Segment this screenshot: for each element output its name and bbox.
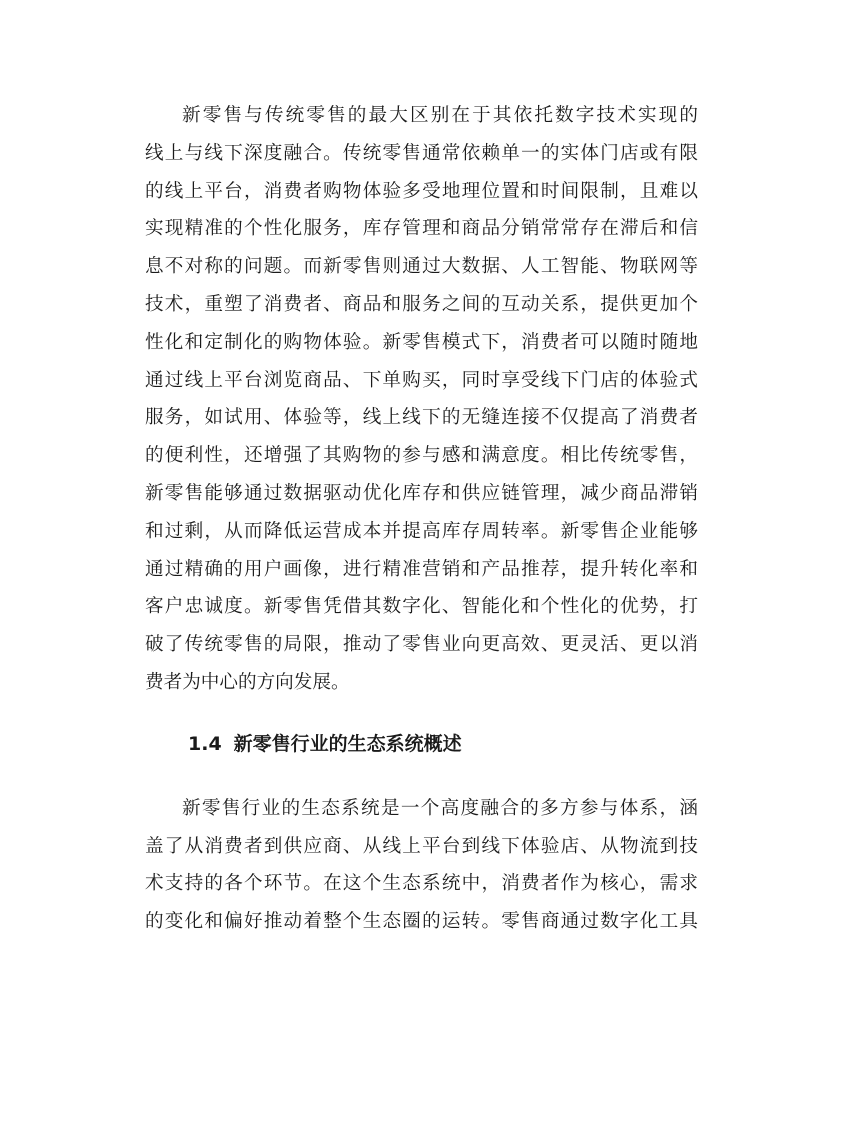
paragraph-line: 的便利性，还增强了其购物的参与感和满意度。相比传统零售， — [145, 445, 698, 467]
paragraph-line: 通过精确的用户画像，进行精准营销和产品推荐，提升转化率和 — [145, 558, 698, 580]
paragraph-line: 的变化和偏好推动着整个生态圈的运转。零售商通过数字化工具 — [145, 911, 698, 933]
paragraph-ecosystem-overview — [145, 790, 698, 941]
paragraph-line: 盖了从消费者到供应商、从线上平台到线下体验店、从物流到技 — [145, 835, 698, 857]
paragraph-line: 费者为中心的方向发展。 — [145, 671, 350, 693]
document-page — [145, 97, 698, 941]
section-heading — [145, 726, 698, 762]
paragraph-line: 新零售与传统零售的最大区别在于其依托数字技术实现的 — [182, 105, 698, 126]
paragraph-line: 新零售行业的生态系统是一个高度融合的多方参与体系，涵 — [182, 797, 698, 819]
paragraph-line: 性化和定制化的购物体验。新零售模式下，消费者可以随时随地 — [145, 331, 698, 353]
paragraph-line: 新零售能够通过数据驱动优化库存和供应链管理，减少商品滞销 — [145, 482, 698, 504]
paragraph-line: 服务，如试用、体验等，线上线下的无缝连接不仅提高了消费者 — [145, 407, 698, 429]
section-title: 新零售行业的生态系统概述 — [233, 732, 462, 755]
paragraph-line: 息不对称的问题。而新零售则通过大数据、人工智能、物联网等 — [145, 256, 698, 278]
section-number: 1.4 — [188, 732, 222, 755]
paragraph-line: 和过剩，从而降低运营成本并提高库存周转率。新零售企业能够 — [145, 520, 698, 542]
paragraph-line: 通过线上平台浏览商品、下单购买，同时享受线下门店的体验式 — [145, 369, 698, 391]
paragraph-line: 实现精准的个性化服务，库存管理和商品分销常常存在滞后和信 — [145, 218, 698, 240]
paragraph-new-retail-vs-traditional — [145, 97, 698, 702]
paragraph-line: 术支持的各个环节。在这个生态系统中，消费者作为核心，需求 — [145, 873, 698, 895]
paragraph-line: 客户忠诚度。新零售凭借其数字化、智能化和个性化的优势，打 — [145, 596, 698, 618]
paragraph-line: 的线上平台，消费者购物体验多受地理位置和时间限制，且难以 — [145, 180, 698, 202]
paragraph-line: 技术，重塑了消费者、商品和服务之间的互动关系，提供更加个 — [145, 293, 698, 315]
paragraph-line: 破了传统零售的局限，推动了零售业向更高效、更灵活、更以消 — [145, 634, 698, 656]
paragraph-line: 线上与线下深度融合。传统零售通常依赖单一的实体门店或有限 — [145, 142, 698, 164]
